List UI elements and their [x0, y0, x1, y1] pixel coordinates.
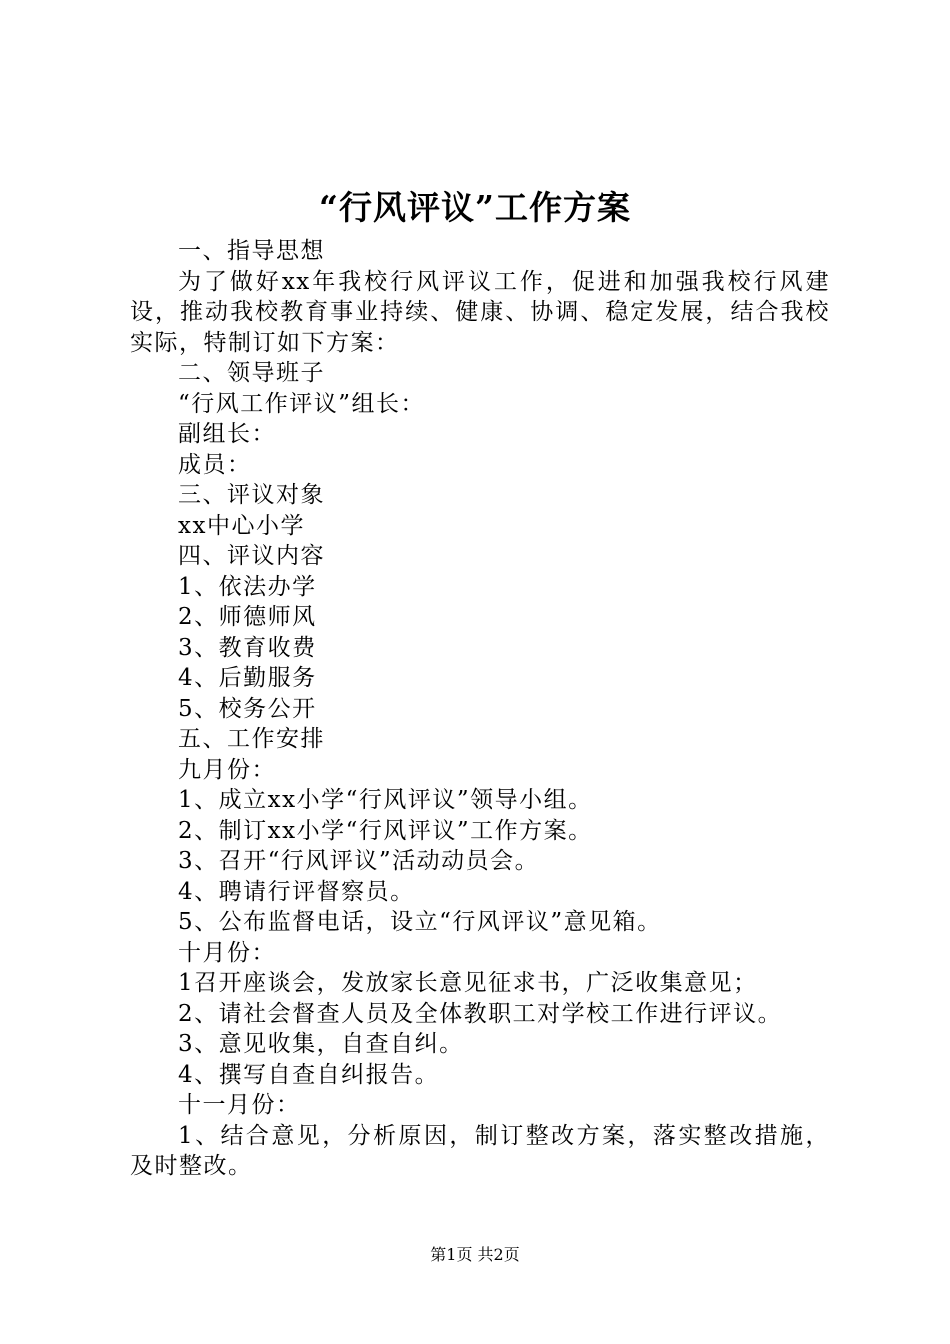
paragraph: 2、师德师风 — [178, 604, 317, 630]
paragraph: 4、后勤服务 — [178, 665, 317, 691]
paragraph: 2、请社会督查人员及全体教职工对学校工作进行评议。 — [178, 1000, 783, 1027]
paragraph: 三、评议对象 — [178, 482, 325, 508]
paragraph: 4、撰写自查自纠报告。 — [178, 1061, 440, 1088]
paragraph: 十一月份： — [178, 1092, 301, 1118]
document-title: “行风评议”工作方案 — [319, 188, 631, 227]
paragraph: 1、成立xx小学“行风评议”领导小组。 — [178, 787, 593, 813]
paragraph: 4、聘请行评督察员。 — [178, 878, 415, 905]
document-body — [130, 236, 830, 1182]
paragraph: 5、公布监督电话，设立“行风评议”意见箱。 — [178, 909, 662, 935]
paragraph: 成员： — [178, 451, 252, 478]
paragraph: 九月份： — [178, 756, 276, 783]
paragraph: 二、领导班子 — [178, 360, 325, 386]
paragraph: 为了做好xx年我校行风评议工作，促进和加强我校行风建设，推动我校教育事业持续、健康、协调、稳定发展，结合我校实际，特制订如下方案： — [130, 268, 830, 356]
paragraph: 副组长： — [178, 421, 276, 447]
paragraph: 1、结合意见，分析原因，制订整改方案，落实整改措施，及时整改。 — [130, 1122, 830, 1179]
paragraph: 四、评议内容 — [178, 543, 325, 569]
paragraph: 一、指导思想 — [178, 238, 325, 264]
paragraph: “行风工作评议”组长： — [178, 390, 426, 417]
paragraph: 1、依法办学 — [178, 573, 317, 600]
paragraph: 3、召开“行风评议”活动动员会。 — [178, 848, 540, 874]
paragraph: xx中心小学 — [178, 512, 305, 539]
paragraph: 五、工作安排 — [178, 726, 325, 752]
paragraph: 1召开座谈会，发放家长意见征求书，广泛收集意见； — [178, 970, 758, 996]
paragraph: 十月份： — [178, 939, 276, 966]
page-number: 第1页 共2页 — [430, 1245, 520, 1264]
paragraph: 2、制订xx小学“行风评议”工作方案。 — [178, 817, 593, 844]
paragraph: 3、教育收费 — [178, 634, 317, 661]
paragraph: 5、校务公开 — [178, 695, 317, 722]
paragraph: 3、意见收集，自查自纠。 — [178, 1031, 464, 1057]
